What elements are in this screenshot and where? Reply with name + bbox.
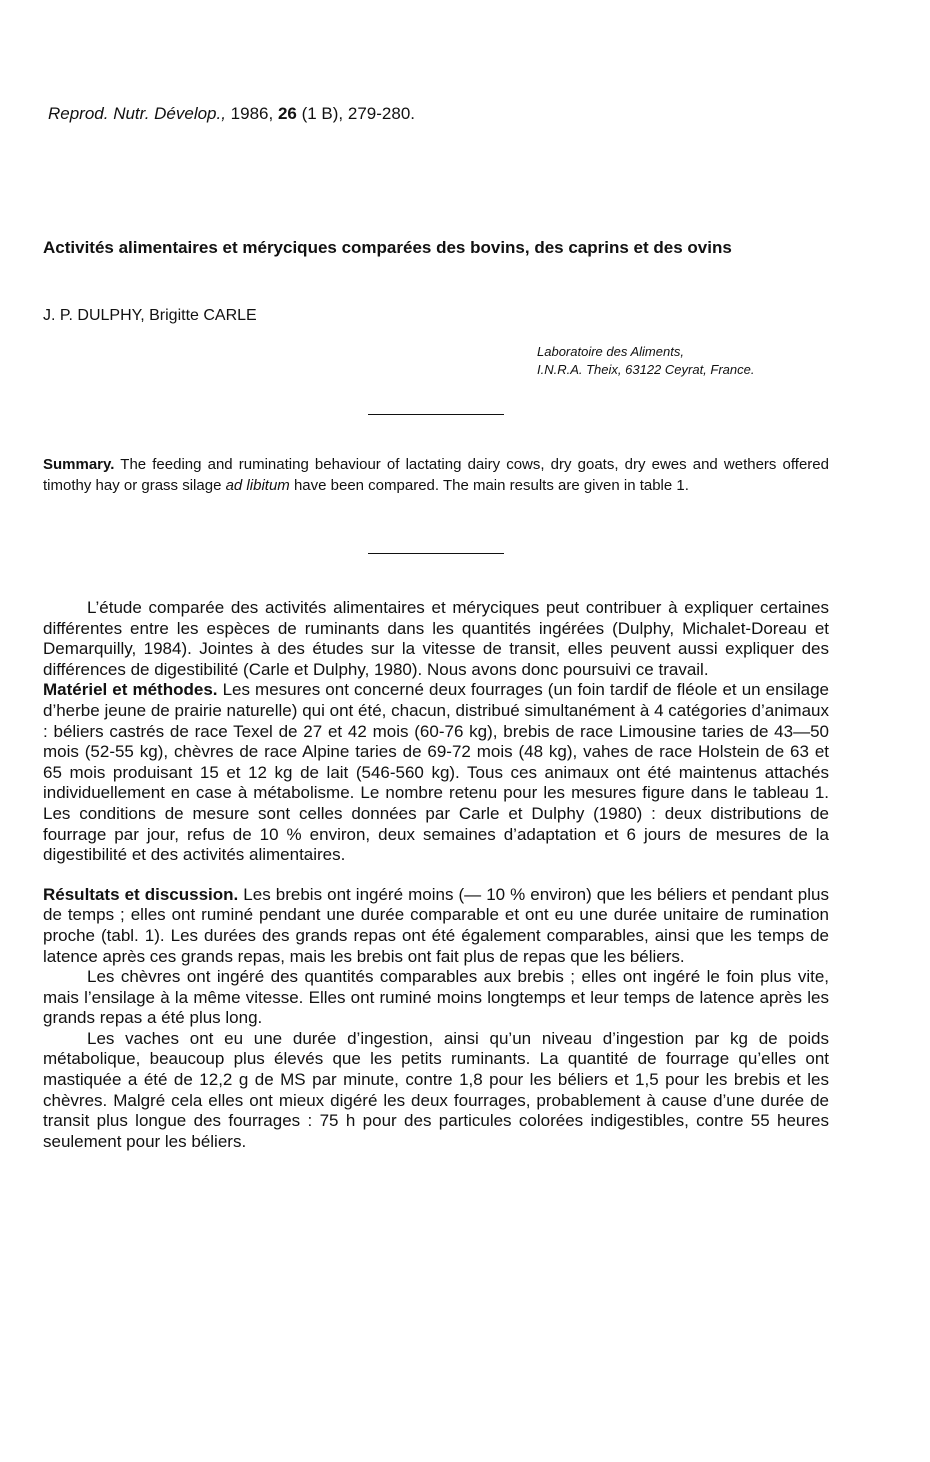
affiliation-line-1: Laboratoire des Aliments,	[537, 344, 684, 359]
body-text	[43, 598, 829, 1152]
journal-name: Reprod. Nutr. Dévelop.,	[48, 104, 226, 123]
divider-top	[368, 414, 504, 415]
cows-paragraph: Les vaches ont eu une durée d’ingestion, ainsi qu’un niveau d’ingestion par kg de poids métabolique, beaucoup plus élevés que les petits ruminants. La quantité de fourrage qu’elles ont mastiquée a été de 12,2 g de MS par minute, contre 1,8 pour les béliers et 1,5 pour les brebis et les chèvres. Malgré cela elles ont mieux digéré les deux fourrages, probablement à cause d’une durée de transit plus longue des fourrages : 75 h pour des particules colorées indigestibles, contre 55 heures seulement pour les béliers.	[43, 1028, 829, 1151]
authors: J. P. DULPHY, Brigitte CARLE	[43, 307, 257, 324]
goats-paragraph: Les chèvres ont ingéré des quantités comparables aux brebis ; elles ont ingéré le foin plus vite, mais l’ensilage à la même vitesse. Elles ont ruminé moins longtemps et leur temps de latence après les grands repas a été plus long.	[43, 967, 829, 1028]
citation-volume: 26	[277, 104, 297, 123]
article-title: Activités alimentaires et méryciques comparées des bovins, des caprins et des ovins	[43, 238, 732, 257]
methods-text: Les mesures ont concerné deux fourrages (un foin tardif de fléole et un ensilage d’herbe jeune de prairie naturelle) qui ont été, chacun, distribué simultanément à 4 catégories d’animaux : béliers castrés de race Texel de 27 et 42 mois (60-76 kg), brebis de race Limousine taries de 43—50 mois (52-55 kg), chèvres de race Alpine taries de 69-72 mois (48 kg), vahes de race Holstein de 63 et 65 mois produisant 15 et 12 kg de lait (546-560 kg). Tous ces animaux ont été maintenus attachés individuellement en case à métabolisme. Le nombre retenu pour les mesures figure dans le tableau 1. Les conditions de mesure sont celles données par Carle et Dulphy (1980) : deux distributions de fourrage par jour, refus de 10 % environ, deux semaines d’adaptation et 6 jours de mesures de la digestibilité et des activités alimentaires.	[43, 680, 829, 865]
summary-text-2: have been compared. The main results are given in table 1.	[289, 477, 689, 494]
citation-issue-pages: (1 B), 279-280.	[296, 104, 415, 123]
results-heading: Résultats et discussion.	[43, 884, 239, 904]
results-text: Les brebis ont ingéré moins (— 10 % environ) que les béliers et pendant plus de temps ; elles ont ruminé pendant une durée comparable et ont eu une durée unitaire de rumination proche (tabl. 1). Les durées des grands repas ont été également comparables, ainsi que les temps de latence après ces grands repas, mais les brebis ont fait plus de repas que les béliers.	[43, 884, 829, 966]
summary	[43, 454, 829, 496]
summary-italic: ad libitum	[225, 477, 290, 494]
affiliation-line-2: I.N.R.A. Theix, 63122 Ceyrat, France.	[537, 362, 755, 377]
journal-citation	[48, 104, 415, 124]
methods-paragraph	[43, 680, 829, 865]
intro-paragraph: L’étude comparée des activités alimentaires et méryciques peut contribuer à expliquer certaines différentes entre les espèces de ruminants dans les quantités ingérées (Dulphy, Michalet-Doreau et Demarquilly, 1984). Jointes à des études sur la vitesse de transit, elles peuvent aussi expliquer des différences de digestibilité (Carle et Dulphy, 1980). Nous avons donc poursuivi ce travail.	[43, 598, 829, 679]
summary-heading: Summary.	[43, 456, 115, 473]
affiliation	[537, 343, 754, 379]
divider-bottom	[368, 553, 504, 554]
methods-heading: Matériel et méthodes.	[43, 680, 218, 700]
results-paragraph	[43, 885, 829, 967]
summary-text-1: The feeding and ruminating behaviour of lactating dairy cows, dry goats, dry ewes and wethers offered timothy hay or grass silage	[43, 456, 829, 494]
citation-year: 1986,	[225, 104, 278, 123]
